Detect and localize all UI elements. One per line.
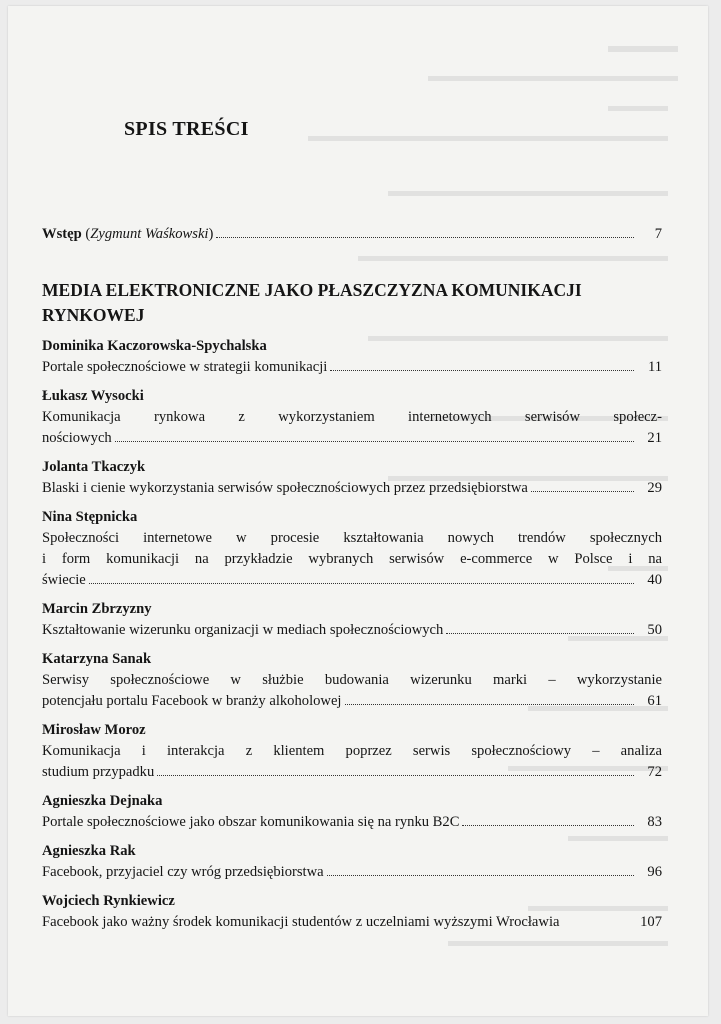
- toc-entry-author: Katarzyna Sanak: [42, 651, 152, 667]
- toc-intro-label: Wstęp: [42, 226, 82, 242]
- toc-entry: [42, 507, 662, 591]
- toc-entry: [42, 891, 662, 933]
- toc-entry: [42, 841, 662, 883]
- toc-entry: [42, 649, 662, 712]
- toc-intro-author: Zygmunt Waśkowski: [90, 226, 209, 242]
- page-title: SPIS TREŚCI: [124, 118, 249, 140]
- toc-entry-author: Mirosław Moroz: [42, 722, 146, 738]
- dot-leaders: [345, 704, 635, 705]
- toc-entry-title-line: i form komunikacji na przykładzie wybranych serwisów e-commerce w Polsce i na: [42, 551, 662, 567]
- toc-entry-final-line: [42, 691, 662, 712]
- dot-leaders: [89, 583, 634, 584]
- toc-entry-title-text: nościowych: [42, 430, 112, 446]
- toc-entry-title-line: Serwisy społecznościowe w służbie budowania wizerunku marki – wykorzystanie: [42, 672, 662, 688]
- toc-entry-title-line: Społeczności internetowe w procesie kształtowania nowych trendów społecznych: [42, 530, 662, 546]
- toc-entry-final-line: [42, 428, 662, 449]
- toc-entry-title-text: Blaski i cienie wykorzystania serwisów społecznościowych przez przedsiębiorstwa: [42, 480, 528, 496]
- toc-entry: [42, 720, 662, 783]
- toc-entry-final-line: [42, 357, 662, 378]
- toc-entry-author: Agnieszka Dejnaka: [42, 793, 163, 809]
- toc-entry-title-line: Komunikacja rynkowa z wykorzystaniem internetowych serwisów społecz-: [42, 409, 662, 425]
- toc-entry: [42, 791, 662, 833]
- toc-entry-author: Łukasz Wysocki: [42, 388, 144, 404]
- toc-entry-final-line: [42, 570, 662, 591]
- toc-entry-title-text: Facebook jako ważny środek komunikacji studentów z uczelniami wyższymi Wrocławia: [42, 914, 560, 930]
- dot-leaders: [446, 633, 634, 634]
- toc-page-number: 29: [647, 480, 662, 496]
- dot-leaders: [330, 370, 634, 371]
- dot-leaders: [115, 441, 634, 442]
- toc-entry-author: Wojciech Rynkiewicz: [42, 893, 175, 909]
- toc-page-number: 40: [647, 572, 662, 588]
- dot-leaders: [216, 237, 634, 238]
- toc-entry-title-text: Portale społecznościowe jako obszar komunikowania się na rynku B2C: [42, 814, 460, 830]
- table-of-contents: [42, 224, 662, 933]
- toc-entry-title-text: Facebook, przyjaciel czy wróg przedsiębiorstwa: [42, 864, 324, 880]
- toc-entry: [42, 599, 662, 641]
- toc-page-number: 72: [647, 764, 662, 780]
- toc-entry-author: Dominika Kaczorowska-Spychalska: [42, 338, 267, 354]
- toc-intro-text: Wstęp (Zygmunt Waśkowski): [42, 226, 214, 242]
- toc-page-number: 21: [647, 430, 662, 446]
- toc-entry: [42, 336, 662, 378]
- dot-leaders: [157, 775, 634, 776]
- toc-entry-final-line: [42, 762, 662, 783]
- toc-page-number: 61: [647, 693, 662, 709]
- toc-page-number: 50: [647, 622, 662, 638]
- toc-page-number: 7: [654, 226, 662, 242]
- toc-entry-author: Agnieszka Rak: [42, 843, 136, 859]
- toc-page-number: 107: [640, 914, 662, 930]
- toc-entry-final-line: [42, 862, 662, 883]
- toc-entry-author: Jolanta Tkaczyk: [42, 459, 146, 475]
- toc-page-number: 96: [647, 864, 662, 880]
- toc-entry-title-text: Kształtowanie wizerunku organizacji w mediach społecznościowych: [42, 622, 444, 638]
- toc-entry-title-text: świecie: [42, 572, 86, 588]
- toc-entry-title-text: potencjału portalu Facebook w branży alkoholowej: [42, 693, 342, 709]
- toc-entry: [42, 386, 662, 449]
- toc-entry-list: [42, 336, 662, 933]
- dot-leaders: [327, 875, 634, 876]
- toc-entry-final-line: [42, 478, 662, 499]
- section-heading: MEDIA ELEKTRONICZNE JAKO PŁASZCZYZNA KOMUNIKACJI RYNKOWEJ: [42, 280, 582, 325]
- toc-page-number: 11: [647, 359, 662, 375]
- toc-entry-author: Nina Stępnicka: [42, 509, 138, 525]
- dot-leaders: [531, 491, 634, 492]
- toc-entry-author: Marcin Zbrzyzny: [42, 601, 152, 617]
- toc-entry-final-line: [42, 620, 662, 641]
- document-page: [8, 6, 708, 1016]
- toc-entry-final-line: [42, 912, 662, 933]
- toc-intro: [42, 224, 662, 245]
- toc-entry-title-text: Portale społecznościowe w strategii komunikacji: [42, 359, 328, 375]
- dot-leaders: [462, 825, 634, 826]
- toc-entry-title-line: Komunikacja i interakcja z klientem poprzez serwis społecznościowy – analiza: [42, 743, 662, 759]
- toc-entry-title-text: studium przypadku: [42, 764, 155, 780]
- toc-entry: [42, 457, 662, 499]
- toc-entry-final-line: [42, 812, 662, 833]
- toc-page-number: 83: [647, 814, 662, 830]
